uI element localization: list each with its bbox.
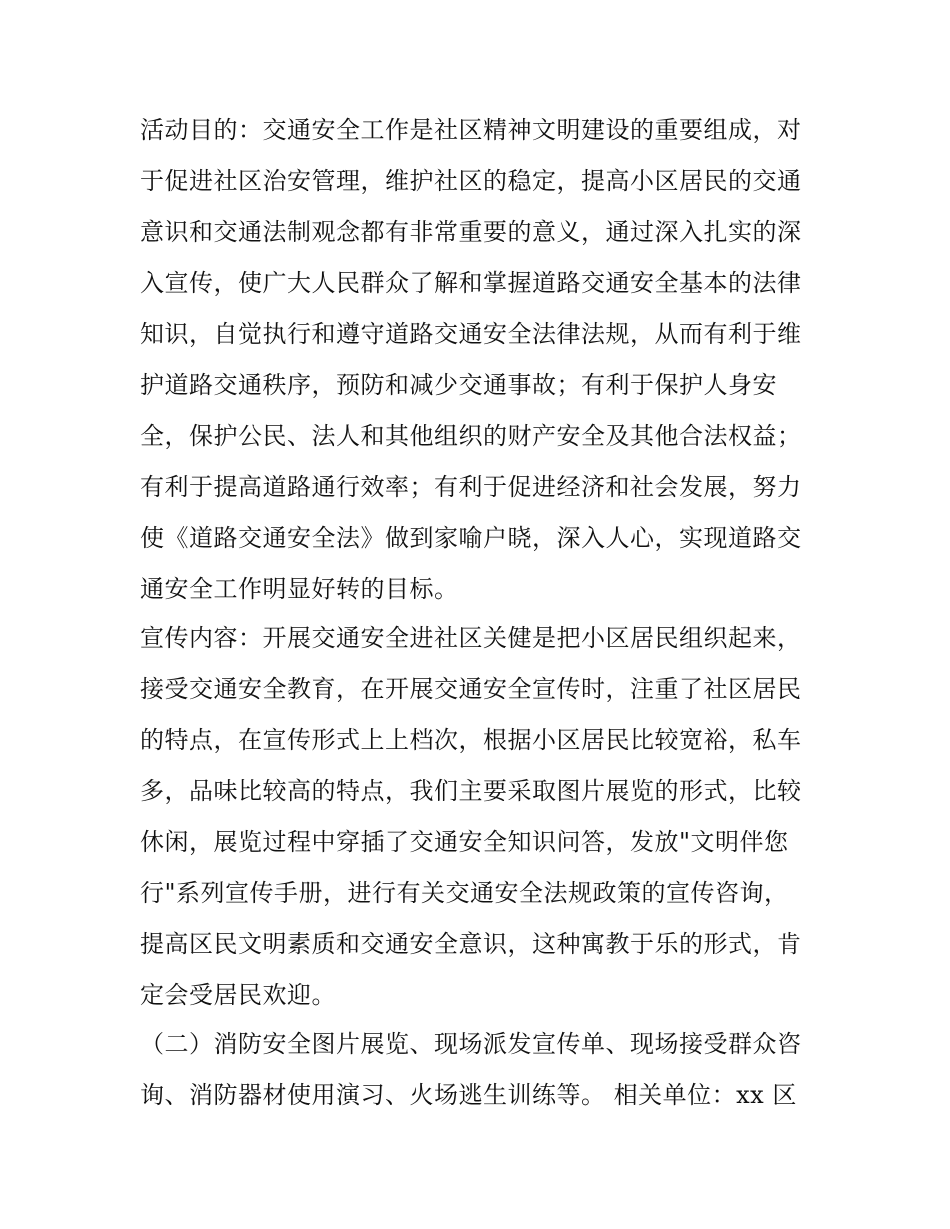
paragraph-purpose-line-7: 全，保护公民、法人和其他组织的财产安全及其他合法权益； (140, 422, 802, 450)
paragraph-content-line-7: 提高区民文明素质和交通安全意识，这种寓教于乐的形式，肯 (140, 930, 802, 958)
paragraph-content-line-3: 的特点，在宣传形式上上档次，根据小区居民比较宽裕，私车 (140, 726, 802, 754)
paragraph-purpose-line-4: 入宣传，使广大人民群众了解和掌握道路交通安全基本的法律 (140, 269, 802, 297)
paragraph-content-line-4: 多，品味比较高的特点，我们主要采取图片展览的形式，比较 (140, 777, 802, 805)
paragraph-content-line-2: 接受交通安全教育，在开展交通安全宣传时，注重了社区居民 (140, 675, 802, 703)
paragraph-purpose-line-3: 意识和交通法制观念都有非常重要的意义，通过深入扎实的深 (140, 218, 802, 246)
paragraph-purpose-line-5: 知识，自觉执行和遵守道路交通安全法律法规，从而有利于维 (140, 320, 802, 348)
paragraph-content-line-1: 宣传内容：开展交通安全进社区关健是把小区居民组织起来， (140, 624, 802, 652)
paragraph-content-line-5: 休闲，展览过程中穿插了交通安全知识问答，发放"文明伴您 (140, 828, 789, 856)
paragraph-purpose-line-9: 使《道路交通安全法》做到家喻户晓，深入人心，实现道路交 (140, 524, 802, 552)
paragraph-purpose-line-1: 活动目的：交通安全工作是社区精神文明建设的重要组成，对 (140, 116, 802, 144)
paragraph-purpose-line-10: 通安全工作明显好转的目标。 (140, 575, 459, 603)
paragraph-purpose-line-6: 护道路交通秩序，预防和减少交通事故；有利于保护人身安 (140, 371, 777, 399)
paragraph-content-line-6: 行"系列宣传手册，进行有关交通安全法规政策的宣传咨询， (140, 879, 789, 907)
paragraph-content-line-8: 定会受居民欢迎。 (140, 981, 336, 1009)
paragraph-purpose-line-8: 有利于提高道路通行效率；有利于促进经济和社会发展，努力 (140, 473, 802, 501)
paragraph-purpose-line-2: 于促进社区治安管理，维护社区的稳定，提高小区居民的交通 (140, 167, 802, 195)
paragraph-fire-safety-line-2: 询、消防器材使用演习、火场逃生训练等。 相关单位：xx 区 (140, 1081, 797, 1109)
paragraph-fire-safety-line-1: （二）消防安全图片展览、现场派发宣传单、现场接受群众咨 (140, 1030, 802, 1058)
